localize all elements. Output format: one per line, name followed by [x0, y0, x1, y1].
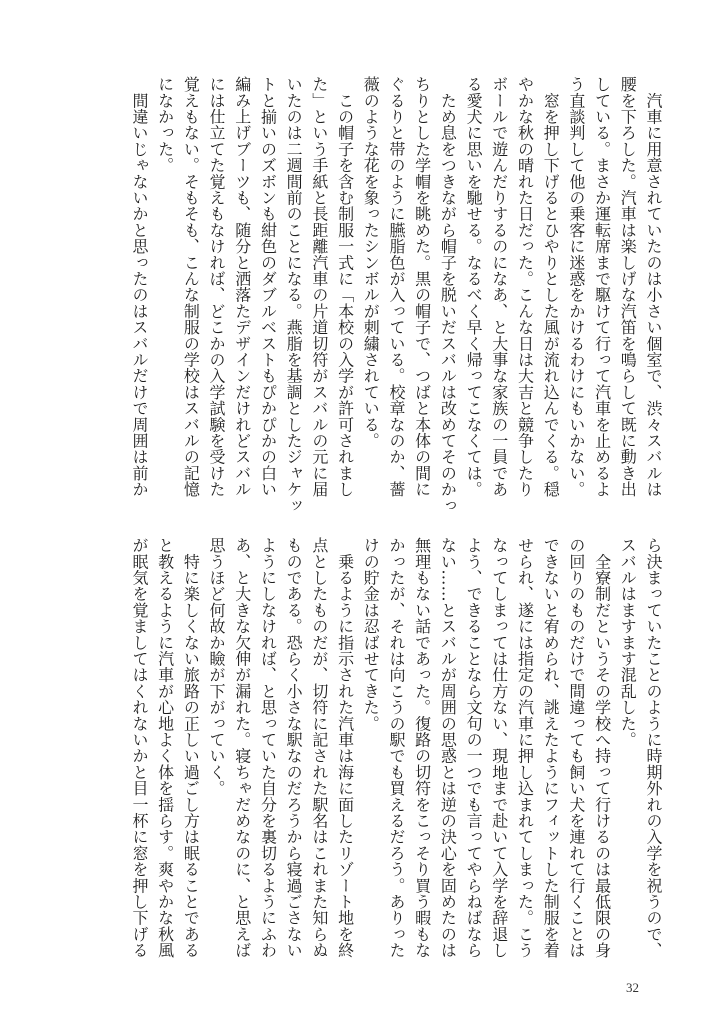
text-column: トと揃いのズボンも紺色のダブルベストもぴかぴかの白い [258, 76, 278, 498]
page-number: 32 [626, 980, 639, 995]
text-column: 汽車に用意されていたのは小さい個室で、渋々スバルは [644, 76, 663, 498]
text-column: ものである。恐らく小さな駅なのだろうから寝過ごさない [284, 537, 304, 959]
text-column: できないと宥められ、誂えたようにフィットした制服を着 [541, 537, 561, 959]
text-column: には仕立てた覚えもなければ、どこかの入学試験を受けた [207, 76, 227, 498]
text-column: スバルはますます混乱した。 [618, 537, 638, 748]
text-block-bottom [126, 537, 666, 959]
text-column: ため息をつきながら帽子を脱いだスバルは改めてそのかっ [438, 76, 458, 514]
text-column: た」という手紙と長距離汽車の片道切符がスバルの元に届 [309, 76, 329, 498]
text-column: 覚えもない。そもそも、こんな制服の学校はスバルの記憶 [181, 76, 201, 498]
text-column: 特に楽しくない旅路の正しい過ごし方は眠ることである [181, 537, 201, 959]
text-column: この帽子を含む制服一式に「本校の入学が許可されまし [335, 76, 355, 498]
text-column: う直談判して他の乗客に迷惑をかけるわけにもいかない。 [566, 76, 586, 498]
text-column: と教えるように汽車が心地よく体を揺らす。爽やかな秋風 [155, 537, 175, 959]
text-column: が眠気を覚ましてはくれないかと目一杯に窓を押し下げる [129, 537, 149, 959]
text-column: 思うほど何故か瞼が下がっていく。 [207, 537, 227, 797]
text-column: 間違いじゃないかと思ったのはスバルだけで周囲は前か [129, 76, 149, 498]
text-column: なってしまっては仕方ない、現地まで赴いて入学を辞退し [489, 537, 509, 959]
text-column: している。まさか運転席まで駆けて行って汽車を止めるよ [592, 76, 612, 498]
text-column: 全寮制だというその学校へ持って行けるのは最低限の身 [592, 537, 612, 959]
text-column: かったが、それは向こうの駅でも買えるだろう。ありった [386, 537, 406, 959]
text-column: の回りのものだけで間違っても飼い犬を連れて行くことは [566, 537, 586, 959]
text-block-top [126, 76, 666, 514]
text-column: 乗るように指示された汽車は海に面したリゾート地を終 [335, 537, 355, 959]
text-column: ない……とスバルが周囲の思惑とは逆の決心を固めたのは [438, 537, 458, 959]
text-column: けの貯金は忍ばせてきた。 [361, 537, 381, 732]
text-column: ボールで遊んだりするのになあ、と大事な家族の一員であ [489, 76, 509, 498]
text-column: 薇のような花を象ったシンボルが刺繍されている。 [361, 76, 381, 449]
text-column: 点としたものだが、切符に記された駅名はこれまた知らぬ [309, 537, 329, 959]
text-column: 無理もない話であった。復路の切符をこっそり買う暇もな [412, 537, 432, 959]
text-column: になかった。 [155, 76, 175, 174]
text-column: せられ、遂には指定の汽車に押し込まれてしまった。こう [515, 537, 535, 959]
text-column: やかな秋の晴れた日だった。こんな日は大吉と競争したり [515, 76, 535, 498]
text-column: る愛犬に思いを馳せる。なるべく早く帰ってこなくては。 [464, 76, 484, 498]
text-column: ら決まっていたことのように時期外れの入学を祝うので、 [644, 537, 663, 959]
text-column: 編み上げブーツも、随分と洒落たデザインだけれどスバル [232, 76, 252, 498]
text-column: ちりとした学帽を眺めた。黒の帽子で、つばと本体の間に [412, 76, 432, 498]
text-column: 腰を下ろした。汽車は楽しげな汽笛を鳴らして既に動き出 [618, 76, 638, 498]
text-column: いたのは二週間前のことになる。燕脂を基調としたジャケッ [284, 76, 304, 514]
text-column: ぐるりと帯のように臙脂色が入っている。校章なのか、薔 [386, 76, 406, 498]
text-column: よう、できることなら文句の一つでも言ってやらねばなら [464, 537, 484, 959]
text-column: 窓を押し下げるとひやりとした風が流れ込んでくる。穏 [541, 76, 561, 498]
text-column: ようにしなければ、と思っていた自分を裏切るようにふわ [258, 537, 278, 959]
text-column: あ、と大きな欠伸が漏れた。寝ちゃだめなのに、と思えば [232, 537, 252, 959]
